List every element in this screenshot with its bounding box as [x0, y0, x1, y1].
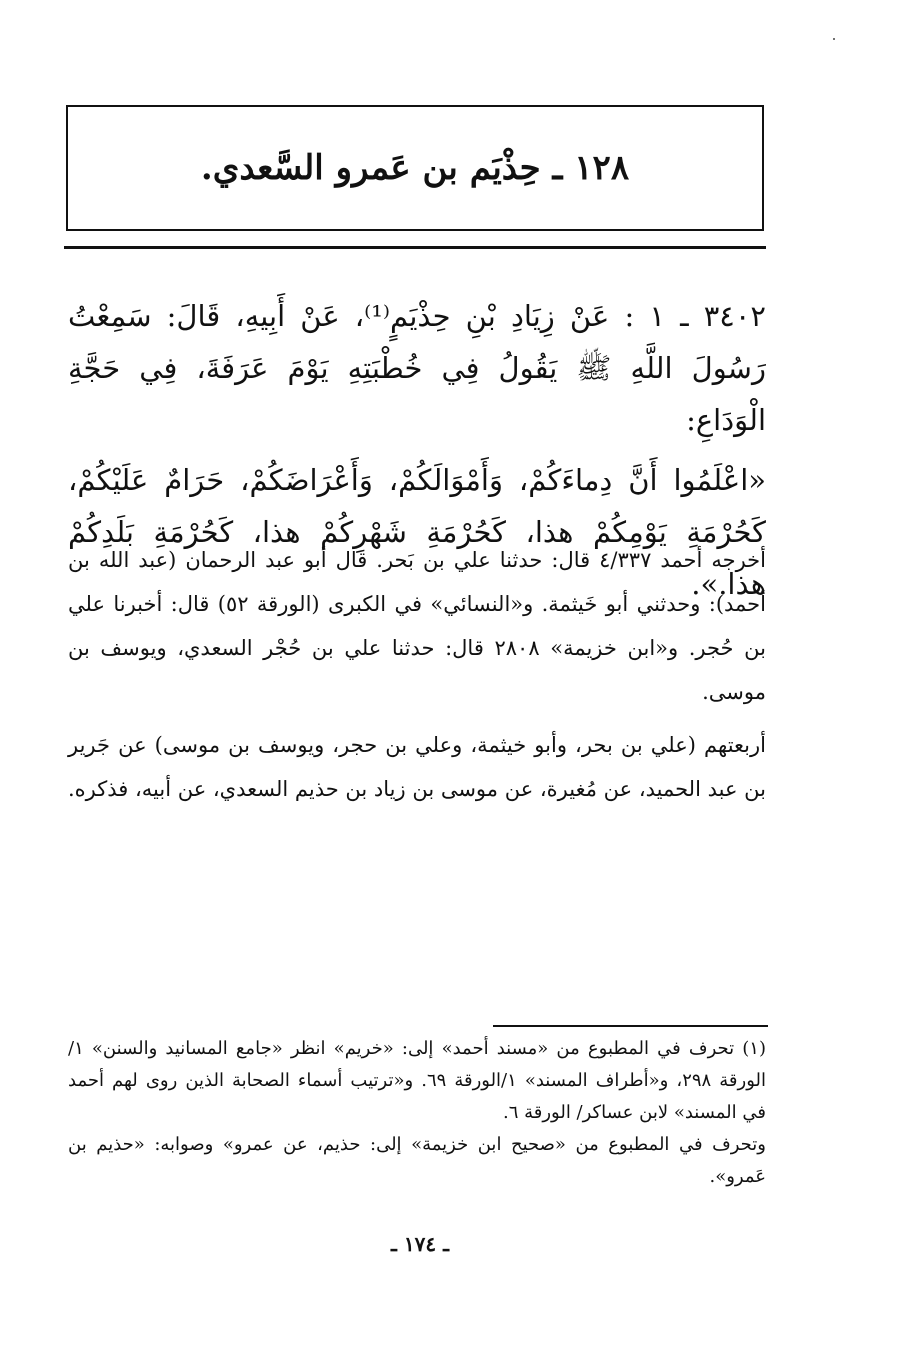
page-number: ـ ١٧٤ ـ: [391, 1232, 449, 1256]
hadith-intro: ٣٤٠٢ ـ ١ : عَنْ زِيَادِ بْنِ حِذْيَمٍ⁽¹⁾، عَنْ أَبِيهِ، قَالَ: سَمِعْتُ رَسُولَ اللَّهِ ﷺ يَقُولُ فِي خُطْبَتِهِ يَوْمَ عَرَفَةَ، فِي حَجَّةِ الْوَدَاعِ:: [68, 299, 767, 437]
chapter-title-box: [66, 105, 764, 231]
hadith-matn: «اعْلَمُوا أَنَّ دِماءَكُمْ، وَأَمْوَالَكُمْ، وَأَعْرَاضَكُمْ، حَرَامٌ عَلَيْكُمْ، كَحُرْمَةِ يَوْمِكُمْ هذا، كَحُرْمَةِ شَهْرِكُمْ هذا، كَحُرْمَةِ بَلَدِكُمْ هذا.».: [68, 463, 766, 601]
chapter-title: ١٢٨ ـ حِذْيَم بن عَمرو السَّعدي.: [200, 148, 630, 188]
takhrij-section: [68, 538, 766, 811]
footnote-1-continued: وتحرف في المطبوع من «صحيح ابن خزيمة» إلى: حذيم، عن عمرو» وصوابه: «حذيم بن عَمرو».: [68, 1134, 766, 1187]
footnote-rule: [493, 1025, 768, 1027]
takhrij-sources: أخرجه أحمد ٤/٣٣٧ قال: حدثنا علي بن بَحر. قال أبو عبد الرحمان (عبد الله بن أحمد): وحدثني أبو خَيثمة. و«النسائي» في الكبرى (الورقة ٥٢) قال: أخبرنا علي بن حُجر. و«ابن خزيمة» ٢٨٠٨ قال: حدثنا علي بن حُجْر السعدي، ويوسف بن موسى.: [68, 548, 766, 704]
footnotes: [68, 1033, 766, 1193]
footnote-1: (١) تحرف في المطبوع من «مسند أحمد» إلى: «خريم» انظر «جامع المسانيد والسنن» ١/الورقة ٢٩٨، و«أطراف المسند» ١/الورقة ٦٩. و«ترتيب أسماء الصحابة الذين روى لهم أحمد في المسند» لابن عساكر/ الورقة ٦.: [68, 1038, 766, 1123]
takhrij-isnad: أربعتهم (علي بن بحر، وأبو خيثمة، وعلي بن حجر، ويوسف بن موسى) عن جَرير بن عبد الحميد، عن مُغيرة، عن موسى بن زياد بن حذيم السعدي، عن أبيه، فذكره.: [67, 733, 766, 801]
header-rule: [64, 246, 766, 249]
scan-speck: [833, 38, 835, 40]
